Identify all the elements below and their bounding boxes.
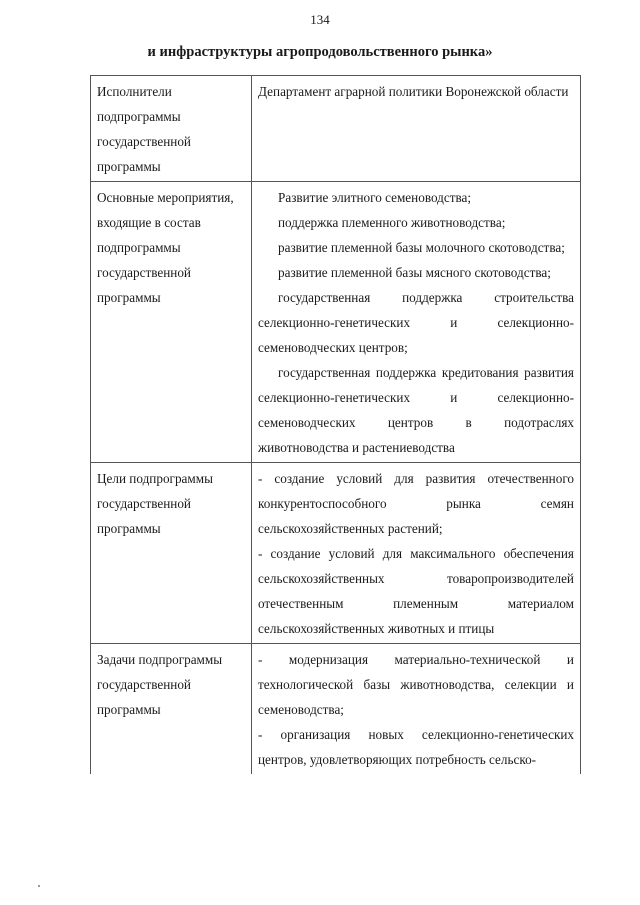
row-paragraph: развитие племенной базы мясного скотоводства; (278, 265, 551, 280)
row-value (252, 76, 581, 182)
row-label: Задачи подпрограммы государственной программы (91, 644, 252, 775)
row-paragraph: - организация новых селекционно-генетических центров, удовлетворяющих потребность сельско- (258, 727, 574, 767)
scan-speck (38, 885, 40, 887)
row-paragraph: развитие племенной базы молочного скотоводства; (278, 240, 565, 255)
row-label: Исполнители подпрограммы государственной программы (91, 76, 252, 182)
page-number: 134 (310, 12, 330, 27)
row-paragraph: - создание условий для максимального обеспечения сельскохозяйственных товаропроизводителей отечественным племенным материалом сельскохозяйственных животных и птицы (258, 546, 574, 636)
row-paragraph: государственная поддержка кредитования развития селекционно-генетических и селекционно-семеноводческих центров в подотраслях животноводства и растениеводства (258, 365, 574, 455)
table-row-executors (91, 76, 581, 182)
row-paragraph: - модернизация материально-технической и технологической базы животноводства, селекции и семеноводства; (258, 652, 574, 717)
row-paragraph: государственная поддержка строительства селекционно-генетических и селекционно-семеноводческих центров; (258, 290, 574, 355)
row-paragraph: - создание условий для развития отечественного конкурентоспособного рынка семян сельскохозяйственных растений; (258, 471, 574, 536)
row-paragraph: Развитие элитного семеноводства; (278, 190, 472, 205)
table-row-goals (91, 463, 581, 644)
section-heading: и инфраструктуры агропродовольственного рынка» (147, 44, 493, 60)
row-label: Цели подпрограммы государственной программы (91, 463, 252, 644)
subprogram-passport-table (90, 75, 581, 774)
row-value (252, 644, 581, 775)
row-paragraph: Департамент аграрной политики Воронежской области (258, 84, 569, 99)
row-value (252, 182, 581, 463)
row-paragraph: поддержка племенного животноводства; (278, 215, 506, 230)
row-value (252, 463, 581, 644)
row-label: Основные мероприятия, входящие в состав подпрограммы государственной программы (91, 182, 252, 463)
table-row-tasks (91, 644, 581, 775)
table-row-main-activities (91, 182, 581, 463)
